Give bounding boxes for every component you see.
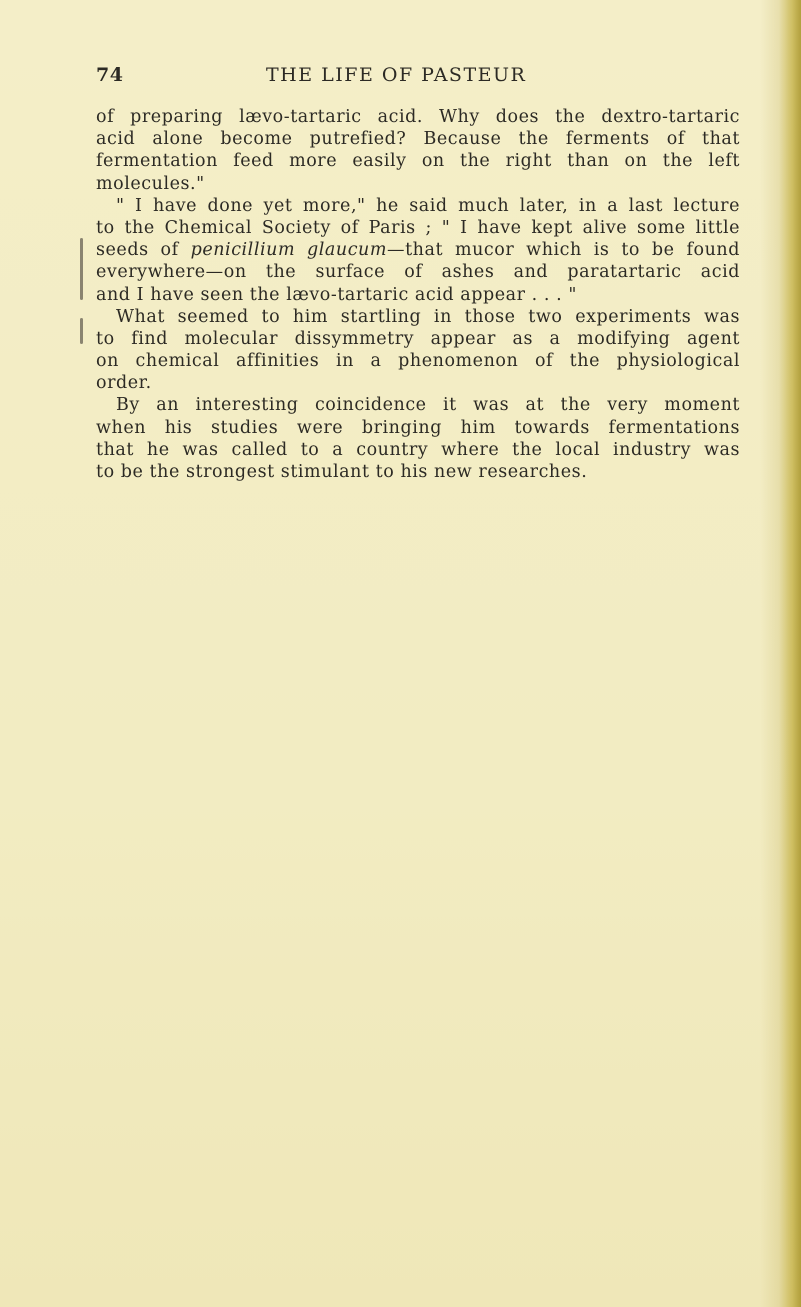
margin-mark xyxy=(80,318,83,344)
text-line: What seemed to him startling in those two experiments was xyxy=(116,306,740,327)
page-header xyxy=(96,64,746,88)
text-line: that he was called to a country where the local industry was xyxy=(96,439,740,460)
text-line: order. xyxy=(96,373,152,394)
text-segment: seeds of xyxy=(96,240,191,261)
page-number: 74 xyxy=(96,64,124,86)
running-head: THE LIFE OF PASTEUR xyxy=(266,64,527,86)
text-line: and I have seen the lævo-tartaric acid appear . . . " xyxy=(96,284,577,305)
text-line: molecules." xyxy=(96,173,205,194)
margin-mark xyxy=(80,238,83,300)
text-line: of preparing lævo-tartaric acid. Why does the dextro-tartaric xyxy=(96,107,740,127)
text-line: when his studies were bringing him towards fermentations xyxy=(96,417,740,438)
text-line: to find molecular dissymmetry appear as a modifying agent xyxy=(96,328,740,349)
text-line: fermentation feed more easily on the right than on the left xyxy=(96,151,740,172)
species-name: penicillium glaucum xyxy=(190,240,388,261)
text-segment: —that mucor which is to be found xyxy=(387,240,740,261)
text-line-seeds xyxy=(96,239,740,261)
body-text xyxy=(96,106,740,483)
text-line: to be the strongest stimulant to his new researches. xyxy=(96,462,588,482)
text-line: " I have done yet more," he said much later, in a last lecture xyxy=(116,195,740,216)
text-line: to the Chemical Society of Paris ; " I have kept alive some little xyxy=(96,217,740,238)
text-line: everywhere—on the surface of ashes and paratartaric acid xyxy=(96,262,740,283)
text-line: By an interesting coincidence it was at the very moment xyxy=(116,395,740,416)
text-line: acid alone become putrefied? Because the ferments of that xyxy=(96,129,740,150)
page-edge-shading xyxy=(779,0,801,1307)
text-line: on chemical affinities in a phenomenon of the physiological xyxy=(96,351,740,372)
